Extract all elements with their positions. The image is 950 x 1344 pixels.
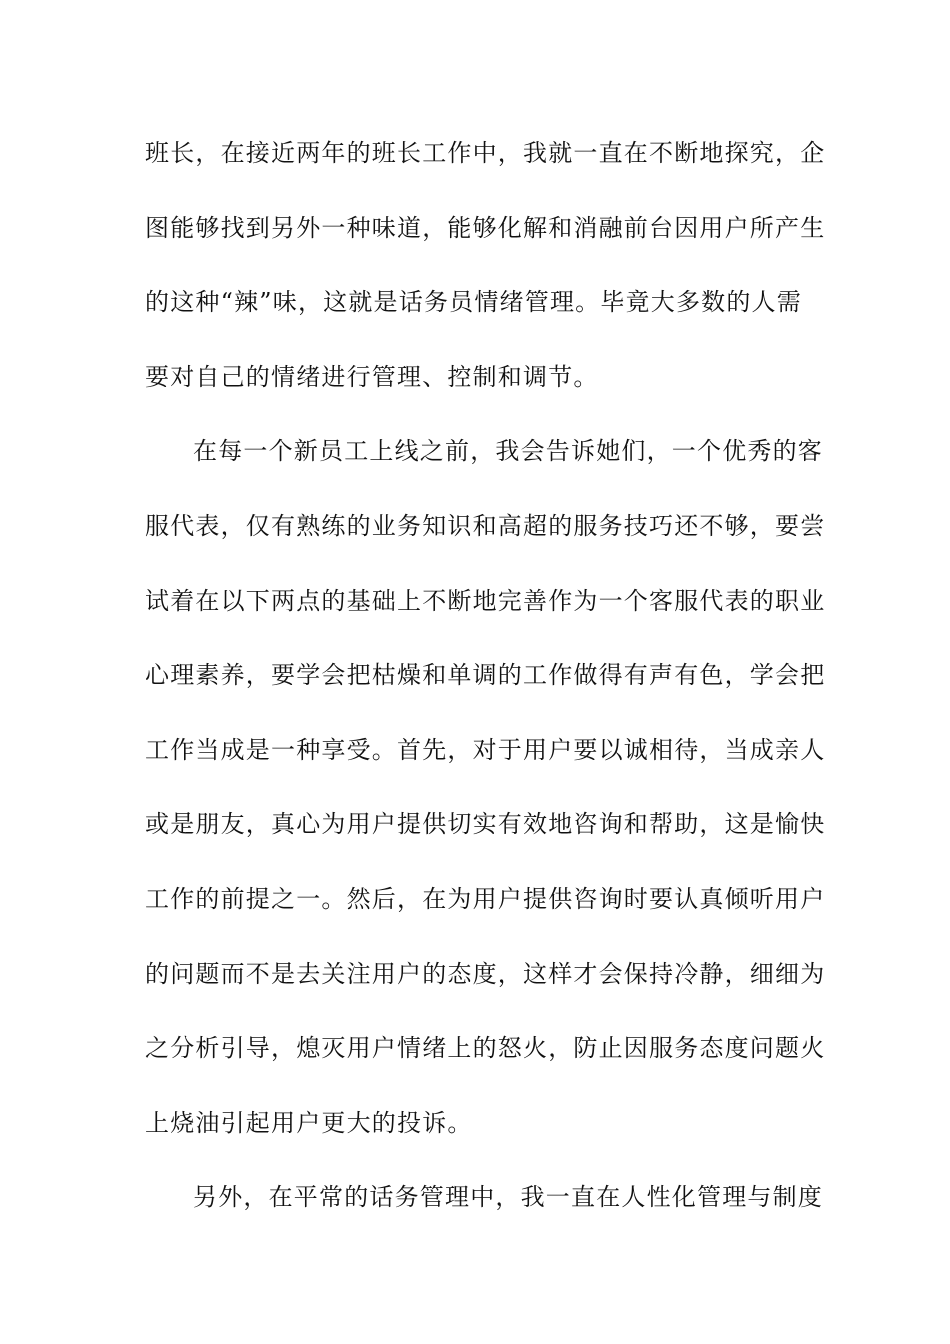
paragraph-first-line: 另外，在平常的话务管理中，我一直在人性化管理与制度 xyxy=(193,1183,823,1212)
text-line: 班长，在接近两年的班长工作中，我就一直在不断地探究，企 xyxy=(145,139,826,167)
text-line: 的这种“辣”味，这就是话务员情绪管理。毕竟大多数的人需 xyxy=(145,288,802,317)
text-line: 上烧油引起用户更大的投诉。 xyxy=(145,1108,473,1137)
text-line: 的问题而不是去关注用户的态度，这样才会保持冷静，细细为 xyxy=(145,959,826,988)
text-line: 要对自己的情绪进行管理、控制和调节。 xyxy=(145,362,599,391)
text-line: 之分析引导，熄灭用户情绪上的怒火，防止因服务态度问题火 xyxy=(145,1034,826,1063)
text-line: 图能够找到另外一种味道，能够化解和消融前台因用户所产生 xyxy=(145,213,826,242)
text-line: 试着在以下两点的基础上不断地完善作为一个客服代表的职业 xyxy=(145,586,826,615)
text-line: 服代表，仅有熟练的业务知识和高超的服务技巧还不够，要尝 xyxy=(145,511,826,540)
body-text xyxy=(145,128,826,1247)
text-line: 或是朋友，真心为用户提供切实有效地咨询和帮助，这是愉快 xyxy=(145,810,826,839)
text-line: 工作当成是一种享受。首先，对于用户要以诚相待，当成亲人 xyxy=(145,735,826,764)
paragraph-first-line: 在每一个新员工上线之前，我会告诉她们，一个优秀的客 xyxy=(193,437,823,466)
text-line: 工作的前提之一。然后，在为用户提供咨询时要认真倾听用户 xyxy=(145,884,826,913)
text-line: 心理素养，要学会把枯燥和单调的工作做得有声有色，学会把 xyxy=(145,661,826,690)
